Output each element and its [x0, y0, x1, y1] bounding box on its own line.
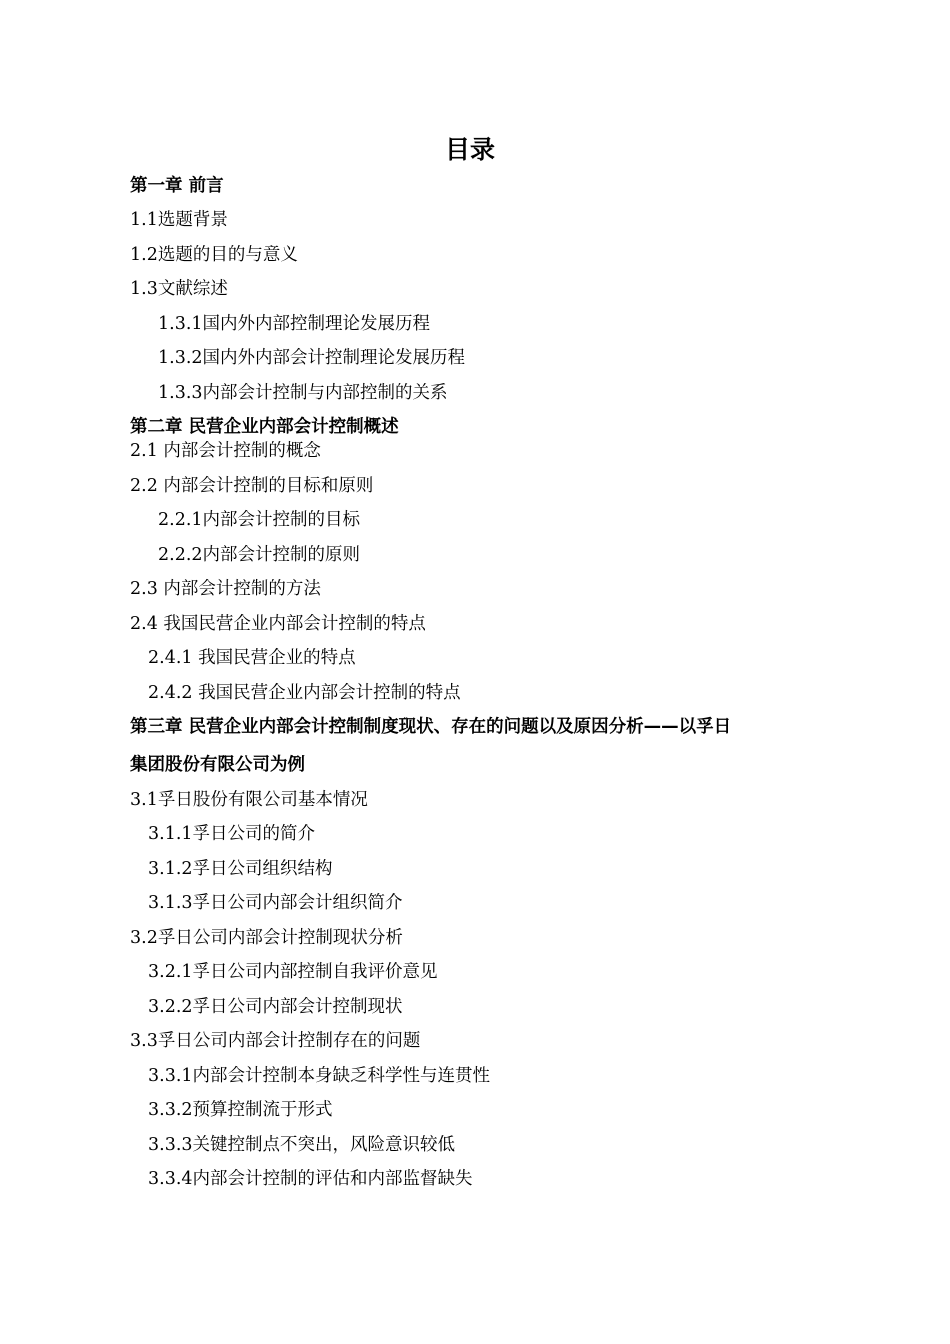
- toc-chapter-3: 第三章 民营企业内部会计控制制度现状、存在的问题以及原因分析——以孚日: [130, 717, 732, 737]
- toc-subentry: 3.2.1孚日公司内部控制自我评价意见: [148, 962, 438, 982]
- toc-entry: 2.1 内部会计控制的概念: [130, 441, 321, 461]
- toc-entry: 3.3孚日公司内部会计控制存在的问题: [130, 1031, 421, 1051]
- toc-subentry: 2.4.1 我国民营企业的特点: [148, 648, 356, 668]
- toc-subentry: 2.2.1内部会计控制的目标: [158, 510, 361, 530]
- toc-subentry: 2.4.2 我国民营企业内部会计控制的特点: [148, 683, 461, 703]
- toc-subentry: 3.1.1孚日公司的简介: [148, 824, 316, 844]
- toc-subentry: 3.2.2孚日公司内部会计控制现状: [148, 997, 403, 1017]
- toc-entry: 3.2孚日公司内部会计控制现状分析: [130, 928, 403, 948]
- toc-chapter-3-cont: 集团股份有限公司为例: [130, 755, 305, 775]
- toc-subentry: 1.3.1国内外内部控制理论发展历程: [158, 314, 431, 334]
- toc-entry: 1.3文献综述: [130, 279, 228, 299]
- toc-subentry: 3.3.3关键控制点不突出，风险意识较低: [148, 1135, 456, 1155]
- toc-subentry: 3.3.1内部会计控制本身缺乏科学性与连贯性: [148, 1066, 491, 1086]
- toc-subentry: 3.3.2预算控制流于形式: [148, 1100, 333, 1120]
- toc-subentry: 3.1.3孚日公司内部会计组织简介: [148, 893, 403, 913]
- toc-entry: 1.1选题背景: [130, 210, 228, 230]
- toc-subentry: 1.3.2国内外内部会计控制理论发展历程: [158, 348, 466, 368]
- toc-subentry: 3.1.2孚日公司组织结构: [148, 859, 333, 879]
- toc-chapter-2: 第二章 民营企业内部会计控制概述: [130, 417, 399, 437]
- toc-entry: 3.1孚日股份有限公司基本情况: [130, 790, 368, 810]
- toc-entry: 2.4 我国民营企业内部会计控制的特点: [130, 614, 426, 634]
- toc-subentry: 1.3.3内部会计控制与内部控制的关系: [158, 383, 448, 403]
- toc-chapter-1: 第一章 前言: [130, 176, 224, 196]
- toc-entry: 1.2选题的目的与意义: [130, 245, 298, 265]
- toc-entry: 2.2 内部会计控制的目标和原则: [130, 476, 374, 496]
- toc-entry: 2.3 内部会计控制的方法: [130, 579, 321, 599]
- page-title: 目录: [444, 135, 495, 164]
- toc-subentry: 2.2.2内部会计控制的原则: [158, 545, 361, 565]
- toc-subentry: 3.3.4内部会计控制的评估和内部监督缺失: [148, 1169, 473, 1189]
